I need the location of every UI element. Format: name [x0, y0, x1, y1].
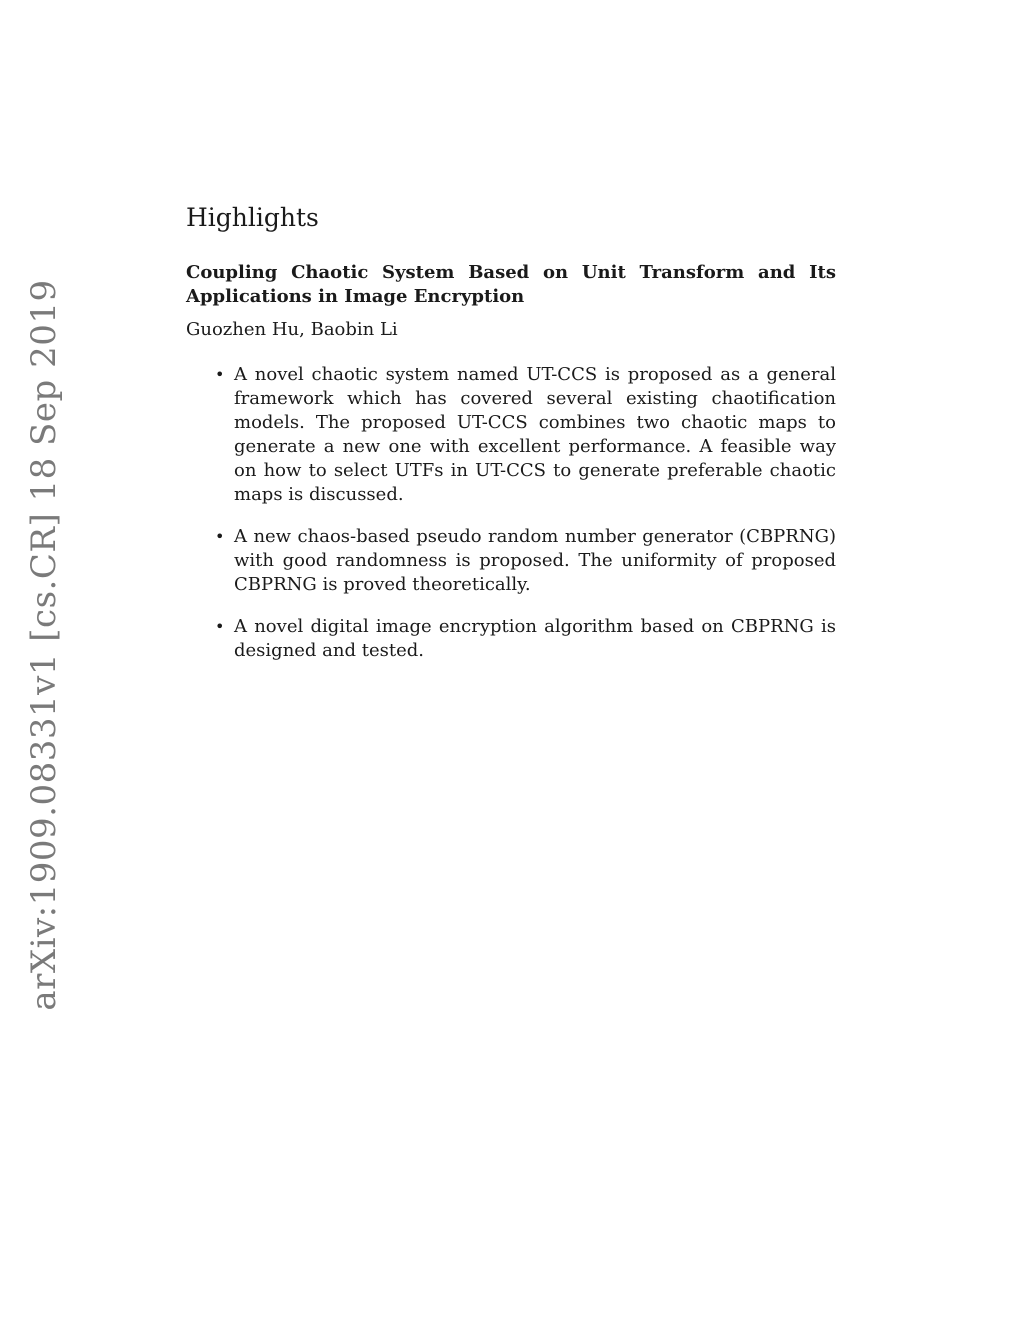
list-item: [215, 525, 836, 597]
highlight-text: A new chaos-based pseudo random number generator (CBPRNG) with good randomness is proposed. The uniformity of proposed CBPRNG is proved theoretically.: [234, 526, 836, 595]
author-list: Guozhen Hu, Baobin Li: [186, 319, 398, 340]
arxiv-stamp: arXiv:1909.08331v1 [cs.CR] 18 Sep 2019: [24, 279, 64, 1011]
bullet-icon: •: [215, 617, 225, 636]
highlights-list: [186, 363, 836, 663]
bullet-icon: •: [215, 365, 225, 384]
list-item: [215, 615, 836, 663]
highlight-text: A novel chaotic system named UT-CCS is proposed as a general framework which has covered several existing chaotification models. The proposed UT-CCS combines two chaotic maps to generate a new one with excellent performance. A feasible way on how to select UTFs in UT-CCS to generate preferable chaotic maps is discussed.: [234, 364, 836, 505]
highlights-section: [186, 203, 836, 681]
section-heading: Highlights: [186, 203, 319, 232]
highlight-text: A novel digital image encryption algorithm based on CBPRNG is designed and tested.: [234, 616, 836, 661]
paper-title: Coupling Chaotic System Based on Unit Transform and Its Applications in Image Encryption: [186, 262, 836, 307]
bullet-icon: •: [215, 527, 225, 546]
list-item: [215, 363, 836, 507]
